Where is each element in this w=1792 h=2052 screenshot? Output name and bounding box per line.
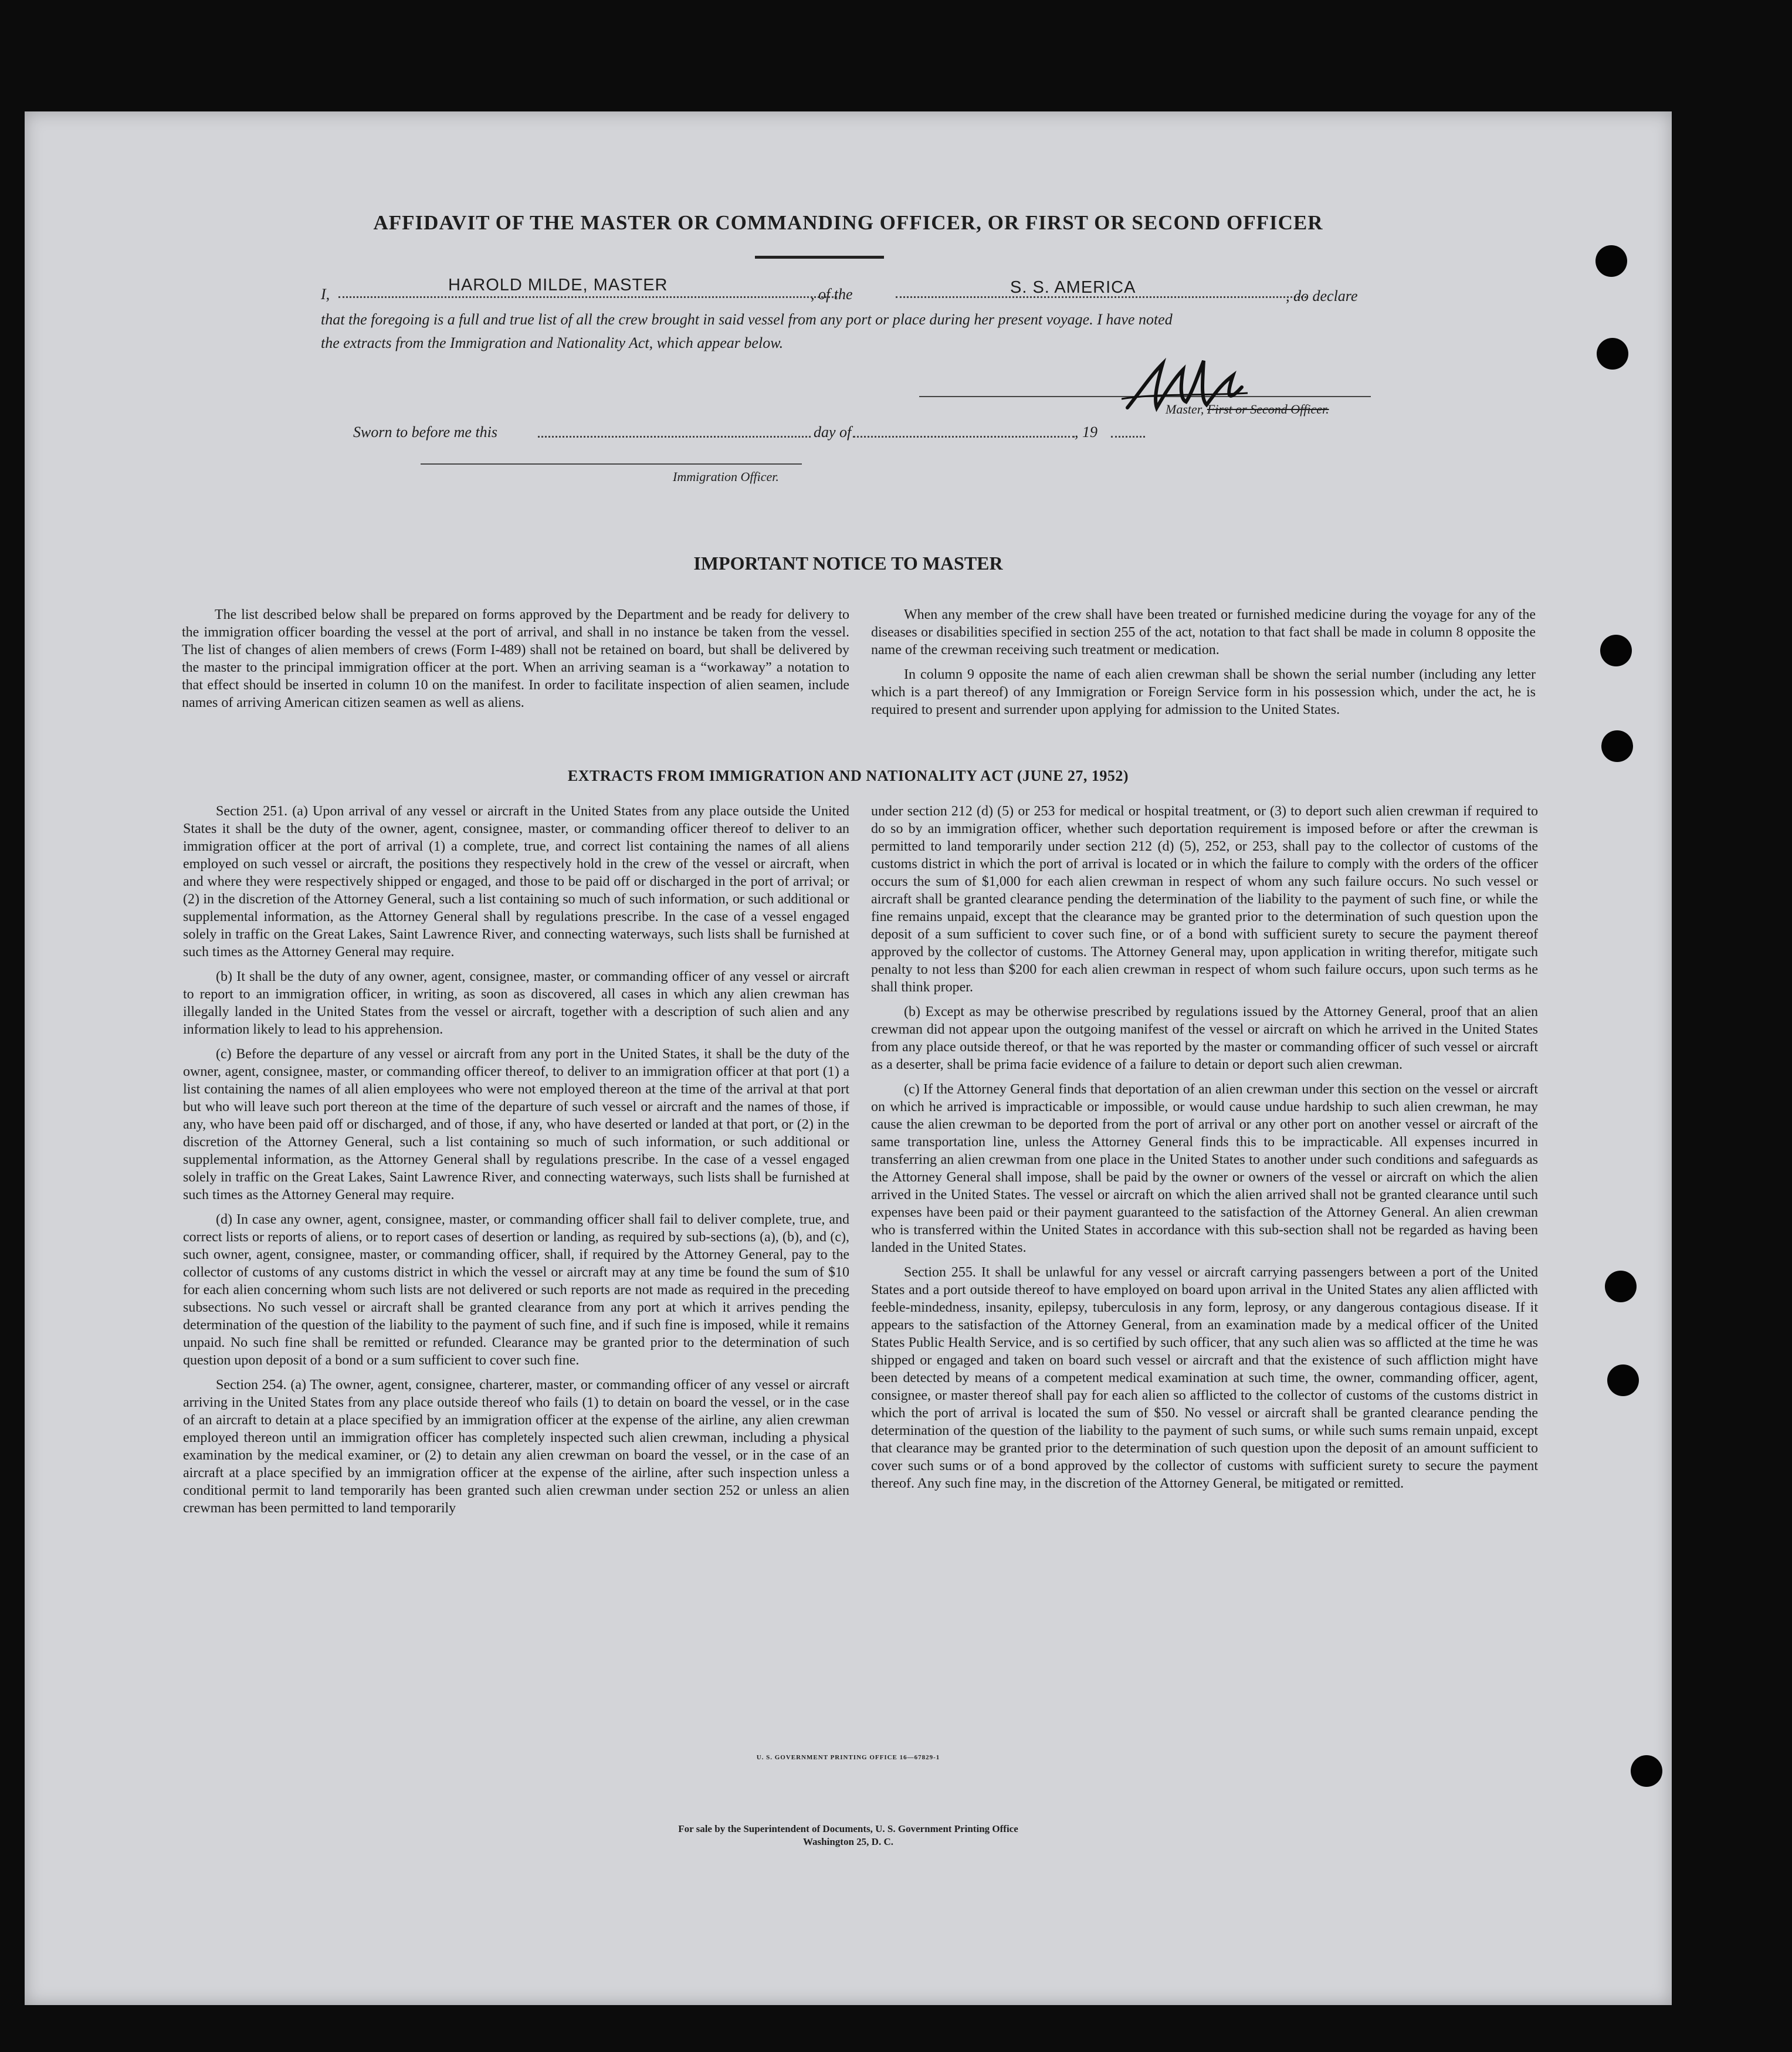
vessel-name-field: S. S. AMERICA xyxy=(1010,278,1136,297)
notice-right-column xyxy=(871,606,1536,726)
extracts-right-column xyxy=(871,802,1538,1499)
signer-title-master: Master, xyxy=(1166,402,1204,417)
declaration-line-2: that the foregoing is a full and true list of all the crew brought in said vessel from any port or place during her present voyage. I have noted xyxy=(321,311,1173,328)
extract-section-251c: (c) Before the departure of any vessel or aircraft from any port in the United States, it shall be the duty of the owner, agent, consignee, master, or commanding officer thereof, to deliver to an immigration officer at that port (1) a list containing the names of all alien employees who were not employed thereon at the time of the arrival at that port but who will leave such port thereon at the time of the departure of such vessel or aircraft and the names of those, if any, who have been paid off or discharged, and of those, if any, who have deserted or landed at that port, or (2) in the discretion of the Attorney General, such a list containing so much of such information, or such additional or supplemental information, as the Attorney General shall by regulations prescribe. In the case of a vessel engaged solely in traffic on the Great Lakes, Saint Lawrence River, and connecting waterways, such lists shall be furnished at such times as the Attorney General may require. xyxy=(183,1047,849,1203)
day-of-label: day of xyxy=(814,424,852,441)
punch-hole xyxy=(1605,1271,1637,1302)
notice-right-paragraph-1: When any member of the crew shall have been treated or furnished medicine during the voyage for any of the diseases or disabilities specified in section 255 of the act, notation to that fact shall be made in column 8 opposite the name of the crewman receiving such treatment or medication. xyxy=(871,607,1536,658)
punch-hole xyxy=(1595,245,1627,277)
sworn-label: Sworn to before me this xyxy=(353,424,498,441)
extract-section-254a: Section 254. (a) The owner, agent, consignee, charterer, master, or commanding officer of any vessel or aircraft arriving in the United States from any place outside thereof who fails (1) to detain on board the vessel, or in the case of an aircraft to detain at a place specified by an immigration officer at the expense of the airline, any alien crewman employed thereon until an immigration officer has completely inspected such alien crewman, including a physical examination by the medical examiner, or (2) to detain any alien crewman on board the vessel, or in the case of an aircraft at a place specified by an immigration officer at the expense of the airline, after such inspection unless a conditional permit to land temporarily has been granted such alien crewman under section 252 or unless an alien crewman has been permitted to land temporarily xyxy=(183,1377,849,1516)
immigration-officer-line xyxy=(421,463,802,465)
immigration-officer-label: Immigration Officer. xyxy=(673,469,779,484)
notice-right-paragraph-2: In column 9 opposite the name of each alien crewman shall be shown the serial number (including any letter which is a part thereof) of any Immigration or Foreign Service form in his possession which, under the act, he is required to present and surrender upon applying for admission to the United States. xyxy=(871,667,1536,717)
extract-section-254a-cont: under section 212 (d) (5) or 253 for medical or hospital treatment, or (3) to deport such alien crewman if required to do so by an immigration officer, whether such deportation requirement is imposed before or after the crewman is permitted to land temporarily under section 212 (d) (5), 252, or 253, shall pay to the collector of customs of the customs district in which the port of arrival is located or in which the failure to comply with the orders of the officer occurs the sum of $1,000 for each alien crewman in respect of whom any such failure occurs. No such vessel or aircraft shall be granted clearance pending the determination of the liability to the payment of such fine, or while the fine remains unpaid, except that the clearance may be granted prior to the determination of such question upon the deposit of a sum sufficient to cover such fine, or of a bond with sufficient surety to secure the payment thereof approved by the collector of customs. The Attorney General may, upon application in writing therefor, mitigate such penalty to not less than $200 for each alien crewman in respect of whom such failure occurs, upon such terms as he shall think proper. xyxy=(871,804,1538,995)
extract-section-251b: (b) It shall be the duty of any owner, agent, consignee, master, or commanding officer of any vessel or aircraft to report to an immigration officer, in writing, as soon as discovered, all cases in which any alien crewman has illegally landed in the United States from the vessel or aircraft, together with a description of such alien and any information likely to lead to his apprehension. xyxy=(183,969,849,1037)
form-page xyxy=(25,111,1672,2005)
name-line xyxy=(338,296,837,298)
punch-hole xyxy=(1607,1364,1639,1396)
punch-hole xyxy=(1601,730,1633,762)
sworn-month-line xyxy=(853,436,1075,438)
sworn-day-line xyxy=(538,436,811,438)
title-underline xyxy=(755,256,884,259)
signer-title-struck: First or Second Officer. xyxy=(1207,402,1329,417)
sworn-year-line xyxy=(1111,436,1145,438)
extracts-heading: EXTRACTS FROM IMMIGRATION AND NATIONALITY ACT (JUNE 27, 1952) xyxy=(567,767,1129,784)
extract-section-251a: Section 251. (a) Upon arrival of any vessel or aircraft in the United States from any place outside the United States it shall be the duty of the owner, agent, consignee, master, or commanding officer thereof to deliver to an immigration officer at the port of arrival (1) a complete, true, and correct list containing the names of all aliens employed on such vessel or aircraft, the positions they respectively hold in the crew of the vessel or aircraft, when and where they were respectively shipped or engaged, and those to be paid off or discharged in the port of arrival; or (2) in the discretion of the Attorney General, such a list containing so much of such information, or such additional or supplemental information, as the Attorney General shall by regulations prescribe. In the case of a vessel engaged solely in traffic on the Great Lakes, Saint Lawrence River, and connecting waterways, such lists shall be furnished at such times as the Attorney General may require. xyxy=(183,804,849,960)
extract-section-251d: (d) In case any owner, agent, consignee, master, or commanding officer shall fail to deliver complete, true, and correct lists or reports of aliens, or to report cases of desertion or landing, as required by sub-sections (a), (b), and (c), such owner, agent, consignee, master, or commanding officer, shall, if required by the Attorney General, pay to the collector of customs of any customs district in which the vessel or aircraft may at any time be found the sum of $10 for each alien concerning whom such lists are not delivered or such reports are not made as required in the preceding subsections. No such vessel or aircraft shall be granted clearance from any port at which it arrives pending the determination of the question of the liability to the payment of such fine, and if such fine is imposed, while it remains unpaid. No such fine shall be remitted or refunded. Clearance may be granted prior to the determination of such question upon deposit of a bond or a sum sufficient to cover such fine. xyxy=(183,1212,849,1368)
affidavit-title: AFFIDAVIT OF THE MASTER OR COMMANDING OFFICER, OR FIRST OR SECOND OFFICER xyxy=(373,211,1323,234)
i-label: I, xyxy=(321,286,330,303)
punch-hole xyxy=(1600,635,1632,666)
punch-hole xyxy=(1597,338,1628,370)
declaration-line-3: the extracts from the Immigration and Nationality Act, which appear below. xyxy=(321,334,784,351)
printer-line: U. S. GOVERNMENT PRINTING OFFICE 16—67829-1 xyxy=(756,1754,940,1761)
notice-heading: IMPORTANT NOTICE TO MASTER xyxy=(693,553,1003,574)
master-name-field: HAROLD MILDE, MASTER xyxy=(448,276,668,294)
extracts-left-column xyxy=(183,802,849,1524)
footer-line-1: For sale by the Superintendent of Documents, U. S. Government Printing Office xyxy=(678,1823,1018,1834)
extract-section-254c: (c) If the Attorney General finds that deportation of an alien crewman under this section on the vessel or aircraft on which he arrived is impracticable or impossible, or would cause undue hardship to such alien crewman, he may cause the alien crewman to be deported from the port of arrival or any other port on another vessel or aircraft of the same transportation line, unless the Attorney General finds this to be impracticable. All expenses incurred in transferring an alien crewman from one place in the United States to another under such conditions and safeguards as the Attorney General shall impose, shall be paid by the owner or owners of the vessel or aircraft on which the alien arrived in the United States. The vessel or aircraft on which the alien arrived shall not be granted clearance until such expenses have been paid or their payment guaranteed to the satisfaction of the Attorney General. An alien crewman who is transferred within the United States in accordance with this sub-section shall not be regarded as having been landed in the United States. xyxy=(871,1082,1538,1255)
extract-section-254b: (b) Except as may be otherwise prescribed by regulations issued by the Attorney General, proof that an alien crewman did not appear upon the outgoing manifest of the vessel or aircraft on which he arrived in the United States from any place outside thereof, or that he was reported by the master or commanding officer of such vessel or aircraft as a deserter, shall be prima facie evidence of a failure to detain or deport such alien crewman. xyxy=(871,1004,1538,1072)
year-label: , 19 xyxy=(1075,424,1097,441)
footer-line-2: Washington 25, D. C. xyxy=(803,1836,893,1847)
punch-hole xyxy=(1631,1755,1662,1787)
notice-left-paragraph: The list described below shall be prepared on forms approved by the Department and be ready for delivery to the immigration officer boarding the vessel at the port of arrival, and shall in no instance be taken from the vessel. The list of changes of alien members of crews (Form I-489) shall not be retained on board, but shall be delivered by the master to the principal immigration officer at the port. When an arriving seaman is a “workaway” a notation to that effect should be inserted in column 10 on the manifest. In order to facilitate inspection of alien seamen, include names of arriving American citizen seamen as well as aliens. xyxy=(182,607,849,710)
extract-section-255: Section 255. It shall be unlawful for any vessel or aircraft carrying passengers between a port of the United States and a port outside thereof to have employed on board upon arrival in the United States any alien afflicted with feeble-mindedness, insanity, epilepsy, tuberculosis in any form, leprosy, or any dangerous contagious disease. If it appears to the satisfaction of the Attorney General, from an examination made by a medical officer of the United States Public Health Service, and is so certified by such officer, that any such alien was so afflicted at the time he was shipped or engaged and taken on board such vessel or aircraft and that the existence of such affliction might have been detected by means of a competent medical examination at such time, the owner, commanding officer, agent, consignee, or master thereof shall pay for each alien so afflicted to the collector of customs of the customs district in which the port of arrival is located the sum of $50. No vessel or aircraft shall be granted clearance pending the determination of the question of the liability to the payment of such sums, or while such sums remain unpaid, except that clearance may be granted prior to the determination of such question upon the deposit of an amount sufficient to cover such sums or of a bond approved by the collector of customs with sufficient surety to secure the payment thereof. Any such fine may, in the discretion of the Attorney General, be mitigated or remitted. xyxy=(871,1265,1538,1491)
notice-left-column xyxy=(182,606,849,719)
of-the-label: , of the xyxy=(811,286,853,303)
do-declare-label: , do declare xyxy=(1286,287,1358,304)
